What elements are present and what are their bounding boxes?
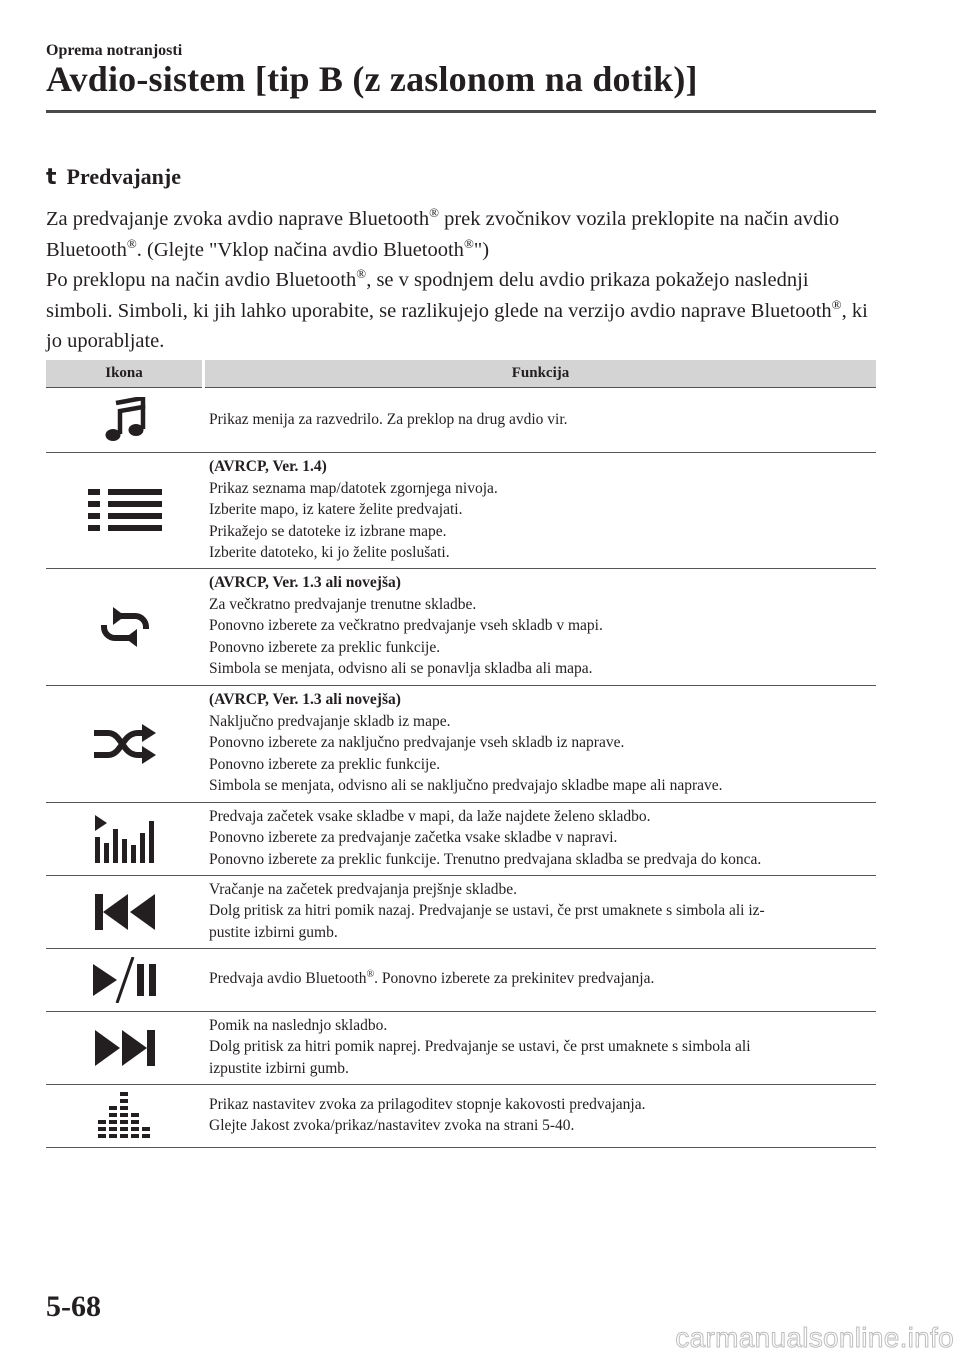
function-text: Simbola se menjata, odvisno ali se ponavlja skladba ali mapa. [209,660,593,678]
repeat-icon [46,607,203,647]
table-row [46,453,876,569]
intro-text: prek zvočnikov vozila preklopite na način avdio Bluetooth [46,208,840,261]
function-text: Ponovno izberete za preklic funkcije. [209,755,441,773]
table-row [46,948,876,1011]
page-title: Avdio-sistem [tip B (z zaslonom na dotik)] [46,59,698,99]
intro-paragraph [46,204,876,357]
function-text [209,968,868,990]
registered-mark: ® [366,969,375,981]
registered-mark: ® [429,205,439,221]
function-text: Vračanje na začetek predvajanja prejšnje skladbe. [209,880,518,898]
next-track-icon [46,1030,203,1066]
icon-column-header: Ikona [46,360,204,388]
function-text: Pomik na naslednjo skladbo. [209,1016,388,1034]
intro-text: , ki jo uporabljate. [46,299,868,352]
function-text: Predvaja začetek vsake skladbe v mapi, da laže najdete želeno skladbo. [209,807,651,825]
function-heading: (AVRCP, Ver. 1.3 ali novejša) [209,574,401,592]
function-text: Naključno predvajanje skladb iz mape. [209,712,451,730]
table-row [46,568,876,685]
function-text: Ponovno izberete za večkratno predvajanje vseh skladb v mapi. [209,617,603,635]
section-label: Oprema notranjosti [46,42,183,59]
intro-text: Po preklopu na način avdio Bluetooth [46,269,357,291]
functions-table [46,360,876,1148]
function-text: Ponovno izberete za preklic funkcije. Trenutno predvajana skladba se predvaja do konca. [209,850,762,868]
previous-track-icon [46,894,203,930]
table-row [46,1011,876,1084]
table-row [46,802,876,875]
equalizer-icon [46,1092,203,1140]
play-text: . Ponovno izberete za prekinitev predvajanja. [374,970,655,988]
function-text: Prikažejo se datoteke iz izbrane mape. [209,522,447,540]
function-column-header: Funkcija [204,360,877,388]
subheading-text: Predvajanje [66,164,181,189]
list-icon [46,489,203,531]
subheading [46,164,181,190]
registered-mark: ® [356,266,367,282]
function-text: Dolg pritisk za hitri pomik naprej. Predvajanje se ustavi, če prst umaknete s simbola ali [209,1038,751,1056]
table-row [46,875,876,948]
page-number: 5-68 [46,1290,101,1323]
music-note-icon [46,397,203,443]
function-text: Za večkratno predvajanje trenutne skladbe. [209,595,477,613]
table-header-row [46,360,876,388]
table-row [46,388,876,453]
function-text: Izberite mapo, iz katere želite predvajati. [209,501,463,518]
function-text: Ponovno izberete za preklic funkcije. [209,638,441,656]
play-pause-icon [46,957,203,1003]
table-row [46,685,876,802]
intro-text: , se v spodnjem delu avdio prikaza pokažejo naslednji simboli. Simboli, ki jih lahko uporabite, se razlikujejo glede na verzijo avdio naprave Bluetooth [46,269,832,322]
bullet-icon: t [46,165,57,190]
function-text: Ponovno izberete za naključno predvajanje vseh skladb iz naprave. [209,734,625,752]
function-text: Glejte Jakost zvoka/prikaz/nastavitev zvoka na strani 5-40. [209,1117,575,1134]
function-text: Dolg pritisk za hitri pomik nazaj. Predvajanje se ustavi, če prst umaknete s simbola ali iz- [209,902,765,920]
function-text: Izberite datoteko, ki jo želite poslušati. [209,544,450,561]
shuffle-icon [46,724,203,764]
play-text: Predvaja avdio Bluetooth [209,970,367,988]
function-text: Ponovno izberete za predvajanje začetka vsake skladbe v napravi. [209,829,618,847]
intro-text: Za predvajanje zvoka avdio naprave Bluetooth [46,208,430,230]
intro-text: . (Glejte "Vklop načina avdio Bluetooth [136,238,464,261]
function-heading: (AVRCP, Ver. 1.4) [209,458,327,475]
watermark: carmanualsonline.info [675,1322,954,1353]
function-text: Simbola se menjata, odvisno ali se naključno predvajajo skladbe mape ali naprave. [209,777,723,795]
function-text: Prikaz seznama map/datotek zgornjega nivoja. [209,479,498,497]
function-text: Prikaz nastavitev zvoka za prilagoditev stopnje kakovosti predvajanja. [209,1095,646,1113]
function-text: izpustite izbirni gumb. [209,1059,349,1077]
function-heading: (AVRCP, Ver. 1.3 ali novejša) [209,691,401,709]
function-text: Prikaz menija za razvedrilo. Za preklop na drug avdio vir. [209,410,568,428]
intro-text: ") [473,238,490,261]
registered-mark: ® [463,235,474,251]
scan-icon [46,815,203,863]
function-text: pustite izbirni gumb. [209,923,338,941]
registered-mark: ® [831,296,842,312]
title-divider [46,110,876,113]
registered-mark: ® [126,235,137,251]
table-row [46,1084,876,1147]
